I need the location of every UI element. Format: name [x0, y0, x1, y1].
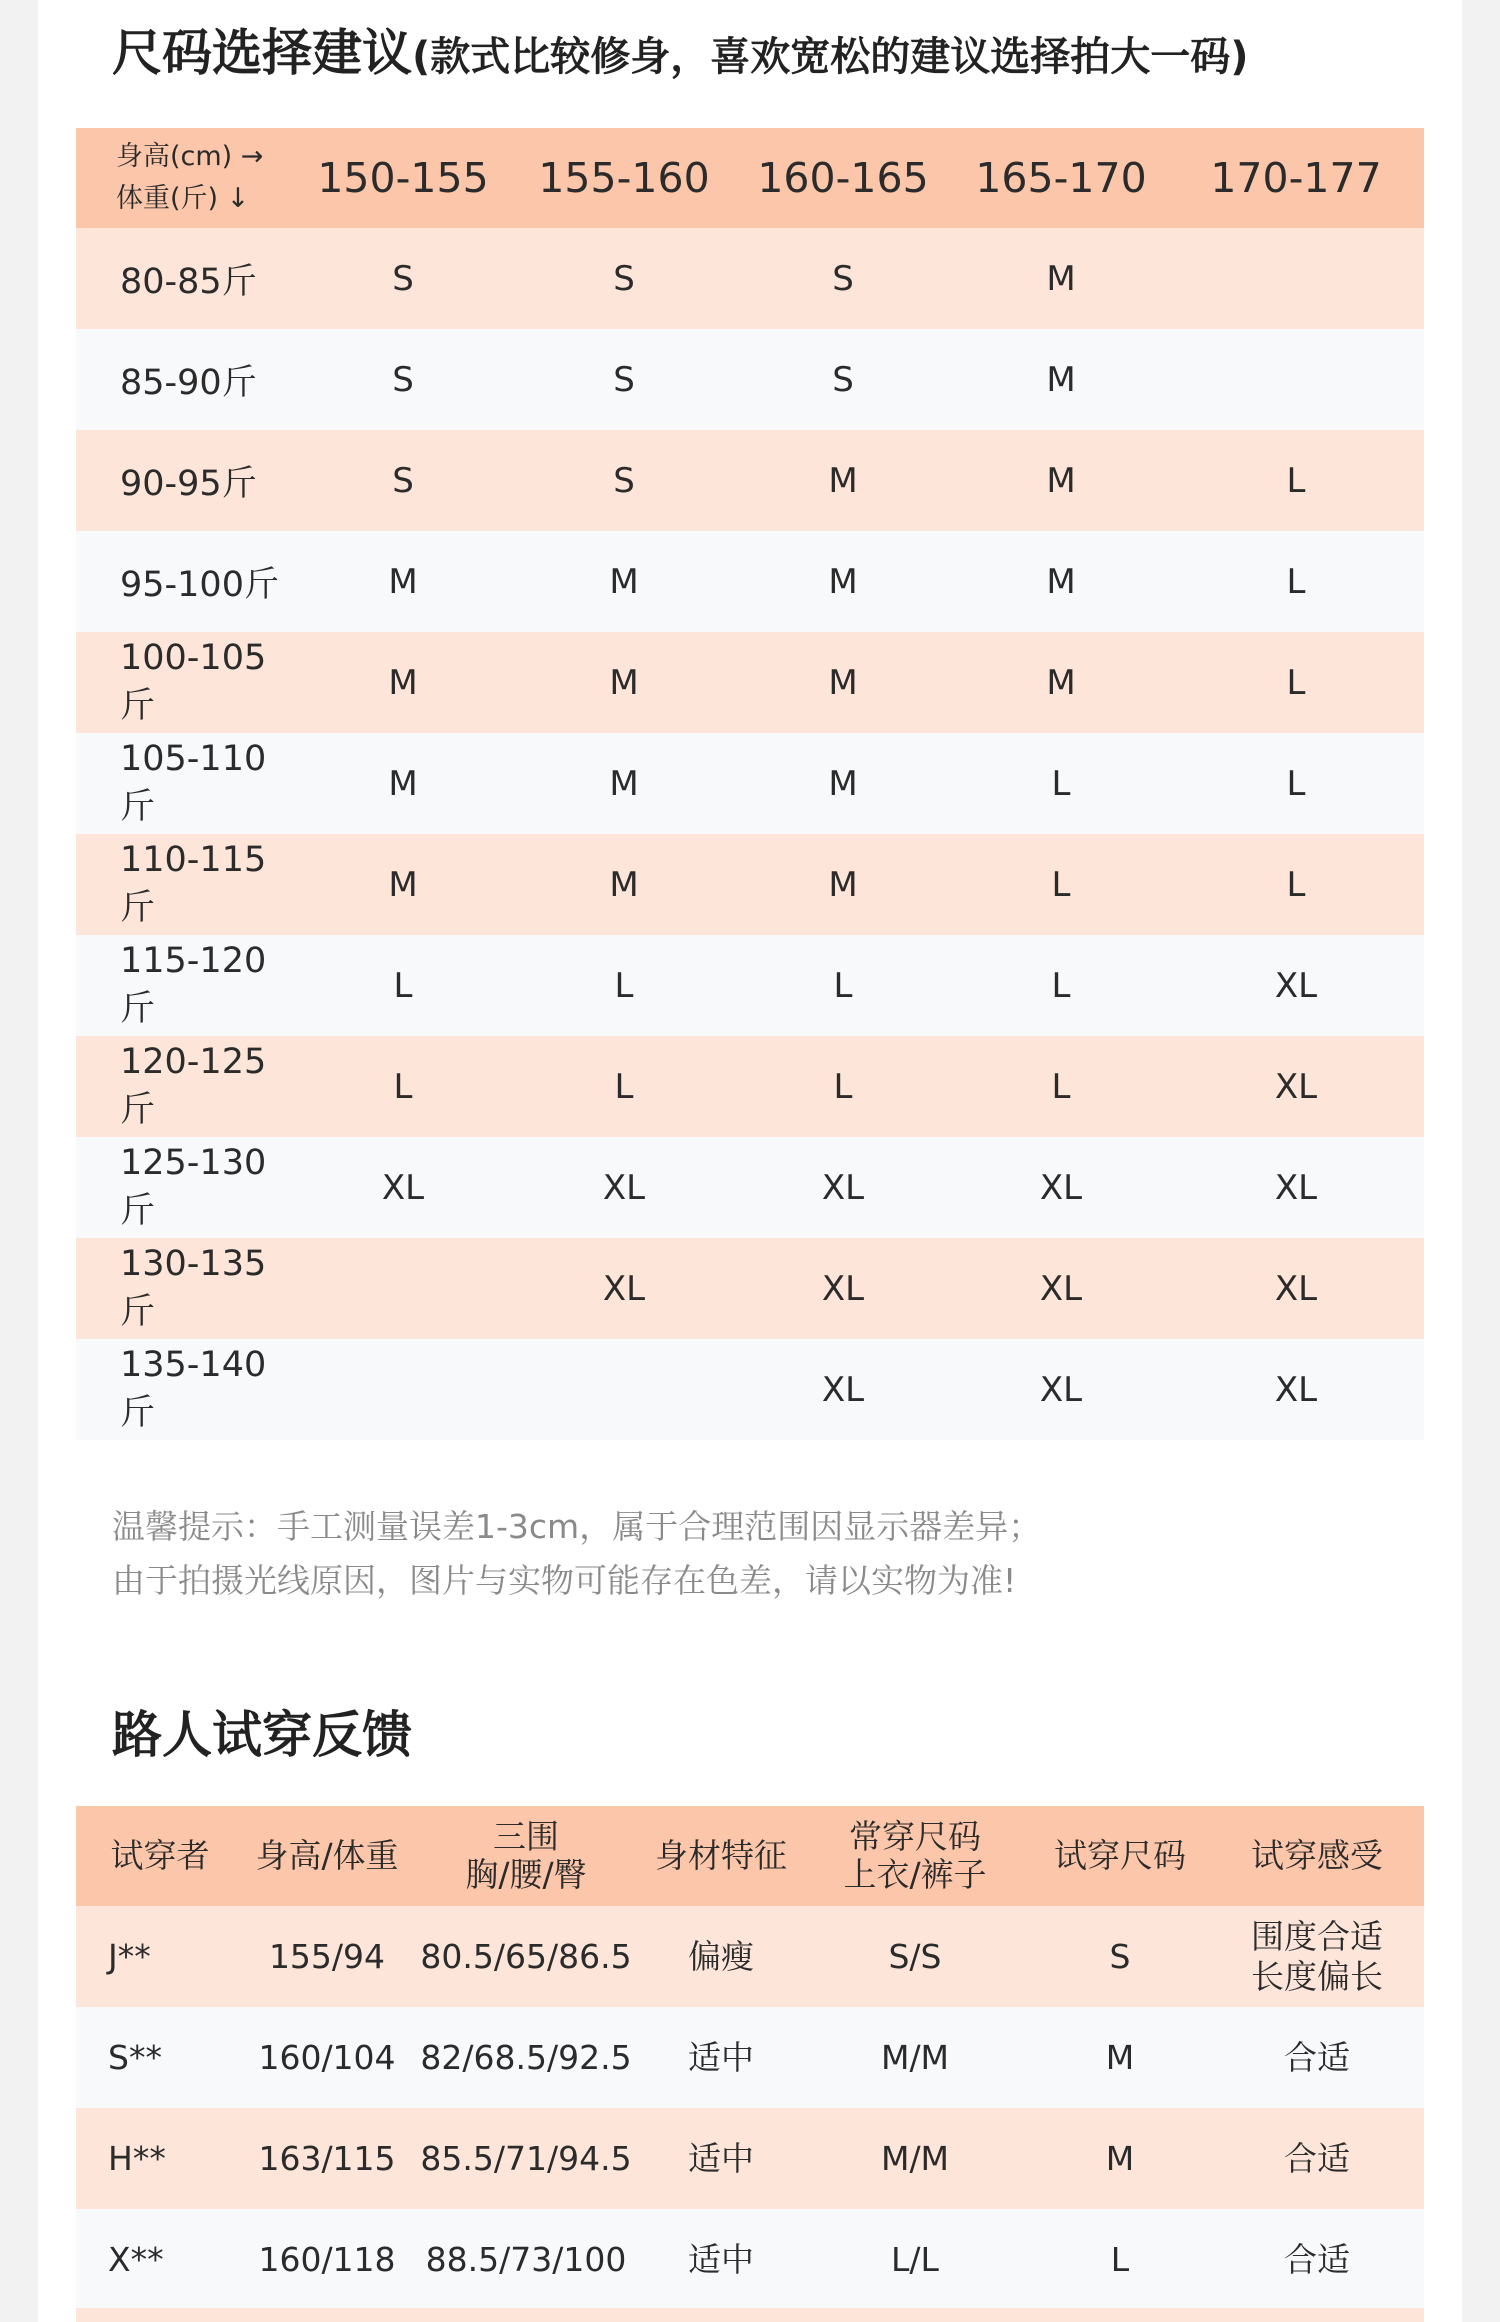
- tester-cell: J**: [108, 1936, 151, 1976]
- size-guide-title-main: 尺码选择建议: [112, 24, 412, 82]
- size-cell: M: [1046, 258, 1076, 299]
- size-cell: M: [609, 662, 639, 703]
- size-cell: XL: [1039, 1268, 1083, 1309]
- fit-feeling-cell: [1210, 2209, 1424, 2310]
- size-chart-row: [76, 733, 1424, 834]
- size-cell: S: [832, 359, 854, 400]
- size-cell: [1168, 228, 1424, 329]
- size-cell: L: [614, 965, 634, 1006]
- size-cell: [1168, 329, 1424, 430]
- fit-feedback-row: [76, 2108, 1424, 2209]
- height-range-header: 170-177: [1210, 154, 1382, 202]
- size-cell: [516, 1339, 732, 1440]
- fit-header-cell: [800, 1806, 1030, 1906]
- warm-tip-line-2: 由于拍摄光线原因，图片与实物可能存在色差，请以实物为准!: [112, 1561, 1017, 1600]
- size-cell: XL: [1274, 1066, 1318, 1107]
- body-type-cell: 适中: [688, 2138, 754, 2178]
- warm-tip: [112, 1500, 1041, 1608]
- size-cell: XL: [381, 1167, 425, 1208]
- body-type-cell: 适中: [688, 2037, 754, 2077]
- measurements-cell: 85.5/71/94.5: [420, 2138, 632, 2178]
- weight-range-cell: 135-140斤: [120, 1344, 267, 1433]
- fit-header-line: 试穿感受: [1251, 1836, 1383, 1875]
- size-cell: M: [609, 864, 639, 905]
- height-weight-cell: 155/94: [268, 1936, 386, 1976]
- tried-size-cell: M: [1105, 2138, 1135, 2178]
- size-cell: L: [1286, 864, 1306, 905]
- fit-feedback-body: [76, 1906, 1424, 2310]
- size-cell: L: [1286, 662, 1306, 703]
- tester-cell: X**: [108, 2239, 164, 2279]
- weight-range-cell: 90-95斤: [120, 463, 257, 504]
- size-cell: M: [388, 864, 418, 905]
- size-cell: M: [609, 763, 639, 804]
- size-cell: M: [1046, 460, 1076, 501]
- weight-range-cell: 125-130斤: [120, 1142, 267, 1231]
- fit-feeling-line: 长度偏长: [1251, 1956, 1383, 1996]
- fit-feeling-cell: [1210, 2007, 1424, 2108]
- size-cell: M: [828, 662, 858, 703]
- fit-header-line: 胸/腰/臀: [465, 1855, 587, 1894]
- size-cell: XL: [602, 1167, 646, 1208]
- size-cell: M: [828, 460, 858, 501]
- usual-size-cell: S/S: [888, 1936, 942, 1976]
- size-chart-row: [76, 430, 1424, 531]
- size-cell: S: [613, 460, 635, 501]
- size-cell: XL: [602, 1268, 646, 1309]
- tried-size-cell: M: [1105, 2037, 1135, 2077]
- size-cell: M: [609, 561, 639, 602]
- size-cell: M: [1046, 561, 1076, 602]
- size-cell: XL: [821, 1268, 865, 1309]
- size-cell: M: [828, 763, 858, 804]
- size-cell: XL: [821, 1369, 865, 1410]
- size-chart-row: [76, 531, 1424, 632]
- fit-feeling-line: 围度合适: [1251, 1916, 1383, 1956]
- fit-header-line: 试穿尺码: [1054, 1836, 1186, 1875]
- fit-header-cell: [1210, 1806, 1424, 1906]
- size-cell: S: [392, 258, 414, 299]
- tester-cell: H**: [108, 2138, 166, 2178]
- size-cell: M: [388, 763, 418, 804]
- size-chart-row: [76, 1238, 1424, 1339]
- size-cell: M: [1046, 359, 1076, 400]
- weight-range-cell: 85-90斤: [120, 362, 257, 403]
- feedback-title: 路人试穿反馈: [112, 1706, 412, 1764]
- tried-size-cell: S: [1109, 1936, 1131, 1976]
- warm-tip-line-1: 温馨提示：手工测量误差1-3cm，属于合理范围因显示器差异；: [112, 1507, 1042, 1546]
- size-cell: L: [393, 1066, 413, 1107]
- height-range-header: 155-160: [538, 154, 710, 202]
- size-cell: M: [388, 561, 418, 602]
- height-weight-cell: 160/118: [258, 2239, 396, 2279]
- size-cell: [290, 1339, 516, 1440]
- size-chart-row: [76, 329, 1424, 430]
- size-cell: [290, 1238, 516, 1339]
- size-cell: XL: [1039, 1369, 1083, 1410]
- size-cell: M: [1046, 662, 1076, 703]
- size-cell: L: [1051, 864, 1071, 905]
- size-cell: M: [828, 864, 858, 905]
- size-cell: L: [1051, 1066, 1071, 1107]
- size-chart-corner-label: [76, 128, 290, 228]
- measurements-cell: 88.5/73/100: [425, 2239, 627, 2279]
- fit-header-line: 身材特征: [655, 1836, 787, 1875]
- weight-range-cell: 95-100斤: [120, 564, 279, 605]
- height-range-header: 150-155: [317, 154, 489, 202]
- size-cell: S: [613, 359, 635, 400]
- size-chart-body: [76, 228, 1424, 1440]
- size-chart-row: [76, 1036, 1424, 1137]
- fit-feedback-table: [76, 1806, 1424, 2310]
- size-cell: M: [388, 662, 418, 703]
- fit-feeling-line: 合适: [1284, 2037, 1350, 2077]
- size-guide-title-note: (款式比较修身，喜欢宽松的建议选择拍大一码): [412, 34, 1249, 80]
- measurements-cell: 80.5/65/86.5: [420, 1936, 632, 1976]
- fit-feeling-line: 合适: [1284, 2239, 1350, 2279]
- size-cell: L: [833, 1066, 853, 1107]
- tester-cell: S**: [108, 2037, 162, 2077]
- fit-header-line: 试穿者: [110, 1836, 210, 1875]
- size-guide-page: [38, 0, 1462, 2322]
- fit-header-cell: [76, 1806, 244, 1906]
- weight-range-cell: 110-115斤: [120, 839, 267, 928]
- size-chart-row: [76, 935, 1424, 1036]
- size-cell: L: [1051, 763, 1071, 804]
- size-cell: L: [1051, 965, 1071, 1006]
- fit-header-line: 上衣/裤子: [843, 1855, 987, 1894]
- size-cell: XL: [1274, 1167, 1318, 1208]
- usual-size-cell: L/L: [891, 2239, 939, 2279]
- weight-range-cell: 115-120斤: [120, 940, 267, 1029]
- fit-header-line: 身高/体重: [255, 1836, 399, 1875]
- height-weight-cell: 163/115: [258, 2138, 396, 2178]
- weight-range-cell: 120-125斤: [120, 1041, 267, 1130]
- size-chart-header-row: [76, 128, 1424, 228]
- next-row-strip: [76, 2308, 1424, 2322]
- fit-feeling-line: 合适: [1284, 2138, 1350, 2178]
- size-cell: M: [828, 561, 858, 602]
- size-chart-row: [76, 632, 1424, 733]
- body-type-cell: 适中: [688, 2239, 754, 2279]
- size-chart-table: [76, 128, 1424, 1440]
- size-cell: L: [833, 965, 853, 1006]
- size-cell: L: [393, 965, 413, 1006]
- size-cell: S: [392, 460, 414, 501]
- weight-range-cell: 105-110斤: [120, 738, 267, 827]
- tried-size-cell: L: [1110, 2239, 1130, 2279]
- measurements-cell: 82/68.5/92.5: [420, 2037, 632, 2077]
- height-range-header: 165-170: [975, 154, 1147, 202]
- size-cell: L: [614, 1066, 634, 1107]
- size-chart-row: [76, 228, 1424, 329]
- fit-feedback-row: [76, 2007, 1424, 2108]
- size-guide-title: [112, 18, 1249, 92]
- fit-feeling-cell: [1210, 1906, 1424, 2007]
- size-chart-row: [76, 834, 1424, 935]
- weight-axis-label: 体重(斤) ↓: [116, 183, 250, 214]
- size-chart-row: [76, 1137, 1424, 1238]
- size-cell: L: [1286, 763, 1306, 804]
- size-chart-row: [76, 1339, 1424, 1440]
- size-cell: S: [613, 258, 635, 299]
- size-cell: XL: [1039, 1167, 1083, 1208]
- fit-feedback-row: [76, 2209, 1424, 2310]
- weight-range-cell: 100-105斤: [120, 637, 267, 726]
- fit-header-line: 三围: [493, 1817, 559, 1856]
- size-cell: XL: [1274, 1268, 1318, 1309]
- usual-size-cell: M/M: [880, 2138, 950, 2178]
- fit-header-cell: [642, 1806, 800, 1906]
- height-range-header: 160-165: [757, 154, 929, 202]
- usual-size-cell: M/M: [880, 2037, 950, 2077]
- fit-feeling-cell: [1210, 2108, 1424, 2209]
- size-cell: XL: [1274, 1369, 1318, 1410]
- weight-range-cell: 130-135斤: [120, 1243, 267, 1332]
- fit-header-cell: [244, 1806, 410, 1906]
- size-cell: S: [392, 359, 414, 400]
- fit-feedback-row: [76, 1906, 1424, 2007]
- size-cell: S: [832, 258, 854, 299]
- fit-header-cell: [410, 1806, 642, 1906]
- fit-feedback-header-row: [76, 1806, 1424, 1906]
- height-axis-label: 身高(cm) →: [116, 141, 264, 172]
- fit-header-cell: [1030, 1806, 1210, 1906]
- size-cell: L: [1286, 460, 1306, 501]
- body-type-cell: 偏瘦: [688, 1936, 754, 1976]
- size-cell: L: [1286, 561, 1306, 602]
- weight-range-cell: 80-85斤: [120, 261, 257, 302]
- size-cell: XL: [821, 1167, 865, 1208]
- height-weight-cell: 160/104: [258, 2037, 396, 2077]
- fit-header-line: 常穿尺码: [849, 1817, 981, 1856]
- size-cell: XL: [1274, 965, 1318, 1006]
